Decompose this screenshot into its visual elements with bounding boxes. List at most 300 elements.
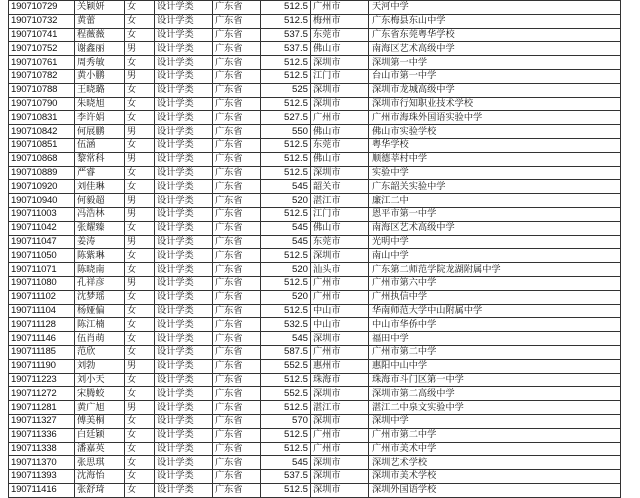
city-cell: 深圳市 bbox=[311, 483, 369, 497]
school-cell: 广州市第二中学 bbox=[369, 345, 621, 359]
gender-cell: 女 bbox=[125, 345, 155, 359]
major-cell: 设计学类 bbox=[155, 304, 213, 318]
city-cell: 惠州市 bbox=[311, 359, 369, 373]
major-cell: 设计学类 bbox=[155, 483, 213, 497]
student-id-cell: 190711338 bbox=[9, 442, 75, 456]
student-id-cell: 190711336 bbox=[9, 428, 75, 442]
major-cell: 设计学类 bbox=[155, 125, 213, 139]
gender-cell: 女 bbox=[125, 387, 155, 401]
school-cell: 深圳市龙城高级中学 bbox=[369, 83, 621, 97]
city-cell: 中山市 bbox=[311, 318, 369, 332]
gender-cell: 女 bbox=[125, 83, 155, 97]
name-cell: 刘小天 bbox=[75, 373, 125, 387]
city-cell: 佛山市 bbox=[311, 152, 369, 166]
student-id-cell: 190710741 bbox=[9, 28, 75, 42]
score-cell: 545 bbox=[261, 456, 311, 470]
name-cell: 白廷颖 bbox=[75, 428, 125, 442]
score-cell: 545 bbox=[261, 332, 311, 346]
name-cell: 严睿 bbox=[75, 166, 125, 180]
school-cell: 惠阳中山中学 bbox=[369, 359, 621, 373]
score-cell: 512.5 bbox=[261, 276, 311, 290]
province-cell: 广东省 bbox=[213, 456, 261, 470]
province-cell: 广东省 bbox=[213, 318, 261, 332]
school-cell: 深圳市美术学校 bbox=[369, 470, 621, 484]
score-cell: 537.5 bbox=[261, 470, 311, 484]
student-id-cell: 190710782 bbox=[9, 69, 75, 83]
score-cell: 537.5 bbox=[261, 28, 311, 42]
table-row bbox=[9, 180, 621, 194]
table-row bbox=[9, 414, 621, 428]
gender-cell: 女 bbox=[125, 373, 155, 387]
table-row bbox=[9, 428, 621, 442]
city-cell: 佛山市 bbox=[311, 42, 369, 56]
table-row bbox=[9, 290, 621, 304]
score-cell: 512.5 bbox=[261, 483, 311, 497]
name-cell: 朱晓旭 bbox=[75, 97, 125, 111]
table-row bbox=[9, 456, 621, 470]
city-cell: 东莞市 bbox=[311, 138, 369, 152]
name-cell: 潘嘉英 bbox=[75, 442, 125, 456]
city-cell: 佛山市 bbox=[311, 125, 369, 139]
gender-cell: 女 bbox=[125, 28, 155, 42]
score-cell: 512.5 bbox=[261, 14, 311, 28]
school-cell: 广州市第六中学 bbox=[369, 276, 621, 290]
school-cell: 佛山市实验学校 bbox=[369, 125, 621, 139]
table-row bbox=[9, 28, 621, 42]
province-cell: 广东省 bbox=[213, 14, 261, 28]
table-row bbox=[9, 304, 621, 318]
major-cell: 设计学类 bbox=[155, 97, 213, 111]
table-row bbox=[9, 111, 621, 125]
gender-cell: 女 bbox=[125, 249, 155, 263]
province-cell: 广东省 bbox=[213, 69, 261, 83]
province-cell: 广东省 bbox=[213, 42, 261, 56]
student-id-cell: 190710831 bbox=[9, 111, 75, 125]
gender-cell: 女 bbox=[125, 442, 155, 456]
table-row bbox=[9, 483, 621, 497]
major-cell: 设计学类 bbox=[155, 414, 213, 428]
table-row bbox=[9, 373, 621, 387]
school-cell: 湛江二中泉文实验中学 bbox=[369, 401, 621, 415]
city-cell: 深圳市 bbox=[311, 456, 369, 470]
gender-cell: 男 bbox=[125, 194, 155, 208]
school-cell: 南海区艺术高级中学 bbox=[369, 221, 621, 235]
major-cell: 设计学类 bbox=[155, 221, 213, 235]
province-cell: 广东省 bbox=[213, 221, 261, 235]
score-cell: 512.5 bbox=[261, 373, 311, 387]
city-cell: 广州市 bbox=[311, 428, 369, 442]
gender-cell: 男 bbox=[125, 69, 155, 83]
score-cell: 587.5 bbox=[261, 345, 311, 359]
major-cell: 设计学类 bbox=[155, 456, 213, 470]
name-cell: 伍涵 bbox=[75, 138, 125, 152]
city-cell: 湛江市 bbox=[311, 194, 369, 208]
name-cell: 孔祥彦 bbox=[75, 276, 125, 290]
city-cell: 深圳市 bbox=[311, 332, 369, 346]
score-cell: 550 bbox=[261, 125, 311, 139]
table-row bbox=[9, 138, 621, 152]
score-cell: 512.5 bbox=[261, 166, 311, 180]
student-id-cell: 190711128 bbox=[9, 318, 75, 332]
table-row bbox=[9, 207, 621, 221]
school-cell: 廉江二中 bbox=[369, 194, 621, 208]
gender-cell: 女 bbox=[125, 332, 155, 346]
table-row bbox=[9, 332, 621, 346]
school-cell: 广东梅县东山中学 bbox=[369, 14, 621, 28]
student-id-cell: 190711071 bbox=[9, 263, 75, 277]
name-cell: 黄蕾 bbox=[75, 14, 125, 28]
table-row bbox=[9, 276, 621, 290]
name-cell: 程薇薇 bbox=[75, 28, 125, 42]
score-cell: 527.5 bbox=[261, 111, 311, 125]
student-id-cell: 190711281 bbox=[9, 401, 75, 415]
city-cell: 深圳市 bbox=[311, 83, 369, 97]
gender-cell: 男 bbox=[125, 276, 155, 290]
student-id-cell: 190711047 bbox=[9, 235, 75, 249]
table-row bbox=[9, 249, 621, 263]
score-cell: 512.5 bbox=[261, 207, 311, 221]
score-cell: 520 bbox=[261, 263, 311, 277]
gender-cell: 男 bbox=[125, 125, 155, 139]
student-id-cell: 190711003 bbox=[9, 207, 75, 221]
name-cell: 李许娟 bbox=[75, 111, 125, 125]
school-cell: 广东韶关实验中学 bbox=[369, 180, 621, 194]
province-cell: 广东省 bbox=[213, 97, 261, 111]
gender-cell: 女 bbox=[125, 180, 155, 194]
name-cell: 沈海怡 bbox=[75, 470, 125, 484]
major-cell: 设计学类 bbox=[155, 1, 213, 15]
student-id-cell: 190711272 bbox=[9, 387, 75, 401]
student-id-cell: 190710889 bbox=[9, 166, 75, 180]
gender-cell: 男 bbox=[125, 42, 155, 56]
province-cell: 广东省 bbox=[213, 345, 261, 359]
school-cell: 华南师范大学中山附属中学 bbox=[369, 304, 621, 318]
school-cell: 光明中学 bbox=[369, 235, 621, 249]
province-cell: 广东省 bbox=[213, 483, 261, 497]
score-cell: 512.5 bbox=[261, 56, 311, 70]
major-cell: 设计学类 bbox=[155, 152, 213, 166]
student-id-cell: 190711102 bbox=[9, 290, 75, 304]
score-cell: 512.5 bbox=[261, 401, 311, 415]
school-cell: 广州市海珠外国语实验中学 bbox=[369, 111, 621, 125]
score-cell: 520 bbox=[261, 194, 311, 208]
gender-cell: 女 bbox=[125, 470, 155, 484]
score-cell: 552.5 bbox=[261, 387, 311, 401]
table-row bbox=[9, 14, 621, 28]
province-cell: 广东省 bbox=[213, 125, 261, 139]
province-cell: 广东省 bbox=[213, 138, 261, 152]
name-cell: 张思琪 bbox=[75, 456, 125, 470]
major-cell: 设计学类 bbox=[155, 42, 213, 56]
gender-cell: 男 bbox=[125, 359, 155, 373]
gender-cell: 女 bbox=[125, 304, 155, 318]
student-id-cell: 190711370 bbox=[9, 456, 75, 470]
province-cell: 广东省 bbox=[213, 290, 261, 304]
student-id-cell: 190711416 bbox=[9, 483, 75, 497]
score-cell: 512.5 bbox=[261, 428, 311, 442]
school-cell: 恩平市第一中学 bbox=[369, 207, 621, 221]
major-cell: 设计学类 bbox=[155, 290, 213, 304]
score-cell: 545 bbox=[261, 180, 311, 194]
school-cell: 顺德莘村中学 bbox=[369, 152, 621, 166]
city-cell: 深圳市 bbox=[311, 97, 369, 111]
school-cell: 广州市美术中学 bbox=[369, 442, 621, 456]
school-cell: 珠海市斗门区第一中学 bbox=[369, 373, 621, 387]
score-cell: 525 bbox=[261, 83, 311, 97]
student-id-cell: 190710788 bbox=[9, 83, 75, 97]
gender-cell: 女 bbox=[125, 263, 155, 277]
school-cell: 台山市第一中学 bbox=[369, 69, 621, 83]
score-cell: 532.5 bbox=[261, 318, 311, 332]
province-cell: 广东省 bbox=[213, 83, 261, 97]
city-cell: 佛山市 bbox=[311, 221, 369, 235]
province-cell: 广东省 bbox=[213, 359, 261, 373]
city-cell: 深圳市 bbox=[311, 470, 369, 484]
gender-cell: 女 bbox=[125, 111, 155, 125]
gender-cell: 女 bbox=[125, 56, 155, 70]
city-cell: 广州市 bbox=[311, 345, 369, 359]
name-cell: 谢鑫丽 bbox=[75, 42, 125, 56]
gender-cell: 男 bbox=[125, 207, 155, 221]
student-id-cell: 190710729 bbox=[9, 1, 75, 15]
province-cell: 广东省 bbox=[213, 373, 261, 387]
gender-cell: 女 bbox=[125, 166, 155, 180]
gender-cell: 女 bbox=[125, 414, 155, 428]
city-cell: 广州市 bbox=[311, 276, 369, 290]
table-row bbox=[9, 235, 621, 249]
table-body bbox=[9, 1, 621, 498]
name-cell: 陈紫琳 bbox=[75, 249, 125, 263]
city-cell: 东莞市 bbox=[311, 235, 369, 249]
city-cell: 中山市 bbox=[311, 304, 369, 318]
gender-cell: 女 bbox=[125, 138, 155, 152]
city-cell: 深圳市 bbox=[311, 387, 369, 401]
gender-cell: 女 bbox=[125, 290, 155, 304]
student-id-cell: 190710790 bbox=[9, 97, 75, 111]
school-cell: 南海区艺术高级中学 bbox=[369, 42, 621, 56]
city-cell: 东莞市 bbox=[311, 28, 369, 42]
province-cell: 广东省 bbox=[213, 304, 261, 318]
city-cell: 深圳市 bbox=[311, 414, 369, 428]
school-cell: 深圳艺术学校 bbox=[369, 456, 621, 470]
city-cell: 广州市 bbox=[311, 290, 369, 304]
city-cell: 江门市 bbox=[311, 69, 369, 83]
name-cell: 杨娅偏 bbox=[75, 304, 125, 318]
student-id-cell: 190711393 bbox=[9, 470, 75, 484]
gender-cell: 女 bbox=[125, 428, 155, 442]
table-row bbox=[9, 69, 621, 83]
major-cell: 设计学类 bbox=[155, 263, 213, 277]
city-cell: 广州市 bbox=[311, 442, 369, 456]
score-cell: 512.5 bbox=[261, 152, 311, 166]
city-cell: 广州市 bbox=[311, 1, 369, 15]
gender-cell: 女 bbox=[125, 221, 155, 235]
name-cell: 姜涛 bbox=[75, 235, 125, 249]
name-cell: 陈晓南 bbox=[75, 263, 125, 277]
gender-cell: 女 bbox=[125, 456, 155, 470]
student-id-cell: 190711080 bbox=[9, 276, 75, 290]
score-cell: 512.5 bbox=[261, 138, 311, 152]
province-cell: 广东省 bbox=[213, 276, 261, 290]
school-cell: 南山中学 bbox=[369, 249, 621, 263]
major-cell: 设计学类 bbox=[155, 470, 213, 484]
student-id-cell: 190711185 bbox=[9, 345, 75, 359]
school-cell: 广东省东莞粤华学校 bbox=[369, 28, 621, 42]
score-cell: 570 bbox=[261, 414, 311, 428]
table-row bbox=[9, 401, 621, 415]
table-row bbox=[9, 345, 621, 359]
gender-cell: 女 bbox=[125, 1, 155, 15]
student-id-cell: 190711104 bbox=[9, 304, 75, 318]
city-cell: 广州市 bbox=[311, 111, 369, 125]
name-cell: 沈梦瑶 bbox=[75, 290, 125, 304]
province-cell: 广东省 bbox=[213, 249, 261, 263]
province-cell: 广东省 bbox=[213, 166, 261, 180]
major-cell: 设计学类 bbox=[155, 401, 213, 415]
name-cell: 宋腾蛟 bbox=[75, 387, 125, 401]
school-cell: 广州执信中学 bbox=[369, 290, 621, 304]
province-cell: 广东省 bbox=[213, 111, 261, 125]
score-cell: 512.5 bbox=[261, 97, 311, 111]
major-cell: 设计学类 bbox=[155, 138, 213, 152]
table-row bbox=[9, 318, 621, 332]
table-row bbox=[9, 194, 621, 208]
score-cell: 552.5 bbox=[261, 359, 311, 373]
major-cell: 设计学类 bbox=[155, 111, 213, 125]
province-cell: 广东省 bbox=[213, 428, 261, 442]
name-cell: 黄广旭 bbox=[75, 401, 125, 415]
school-cell: 中山市华侨中学 bbox=[369, 318, 621, 332]
school-cell: 实验中学 bbox=[369, 166, 621, 180]
province-cell: 广东省 bbox=[213, 263, 261, 277]
score-cell: 512.5 bbox=[261, 442, 311, 456]
name-cell: 傅美桐 bbox=[75, 414, 125, 428]
table-row bbox=[9, 387, 621, 401]
student-id-cell: 190711223 bbox=[9, 373, 75, 387]
name-cell: 何展鹏 bbox=[75, 125, 125, 139]
name-cell: 黄小鹏 bbox=[75, 69, 125, 83]
name-cell: 张舒琦 bbox=[75, 483, 125, 497]
name-cell: 张耀臻 bbox=[75, 221, 125, 235]
province-cell: 广东省 bbox=[213, 470, 261, 484]
school-cell: 深圳外国语学校 bbox=[369, 483, 621, 497]
student-id-cell: 190711190 bbox=[9, 359, 75, 373]
province-cell: 广东省 bbox=[213, 152, 261, 166]
table-row bbox=[9, 166, 621, 180]
major-cell: 设计学类 bbox=[155, 69, 213, 83]
student-id-cell: 190710842 bbox=[9, 125, 75, 139]
city-cell: 深圳市 bbox=[311, 166, 369, 180]
score-cell: 512.5 bbox=[261, 1, 311, 15]
score-cell: 520 bbox=[261, 290, 311, 304]
city-cell: 深圳市 bbox=[311, 249, 369, 263]
major-cell: 设计学类 bbox=[155, 345, 213, 359]
table-row bbox=[9, 442, 621, 456]
student-id-cell: 190710920 bbox=[9, 180, 75, 194]
province-cell: 广东省 bbox=[213, 235, 261, 249]
province-cell: 广东省 bbox=[213, 442, 261, 456]
student-id-cell: 190711050 bbox=[9, 249, 75, 263]
province-cell: 广东省 bbox=[213, 401, 261, 415]
school-cell: 深圳市第二高级中学 bbox=[369, 387, 621, 401]
table-row bbox=[9, 221, 621, 235]
table-row bbox=[9, 83, 621, 97]
city-cell: 珠海市 bbox=[311, 373, 369, 387]
city-cell: 深圳市 bbox=[311, 56, 369, 70]
province-cell: 广东省 bbox=[213, 387, 261, 401]
major-cell: 设计学类 bbox=[155, 373, 213, 387]
major-cell: 设计学类 bbox=[155, 276, 213, 290]
major-cell: 设计学类 bbox=[155, 56, 213, 70]
province-cell: 广东省 bbox=[213, 56, 261, 70]
province-cell: 广东省 bbox=[213, 180, 261, 194]
name-cell: 陈江楠 bbox=[75, 318, 125, 332]
name-cell: 刘佳琳 bbox=[75, 180, 125, 194]
gender-cell: 女 bbox=[125, 483, 155, 497]
table-row bbox=[9, 125, 621, 139]
school-cell: 深圳第一中学 bbox=[369, 56, 621, 70]
province-cell: 广东省 bbox=[213, 414, 261, 428]
major-cell: 设计学类 bbox=[155, 166, 213, 180]
major-cell: 设计学类 bbox=[155, 249, 213, 263]
city-cell: 韶关市 bbox=[311, 180, 369, 194]
name-cell: 冯浩林 bbox=[75, 207, 125, 221]
name-cell: 王晓璐 bbox=[75, 83, 125, 97]
table-row bbox=[9, 56, 621, 70]
name-cell: 伍肖萌 bbox=[75, 332, 125, 346]
school-cell: 粤华学校 bbox=[369, 138, 621, 152]
city-cell: 汕头市 bbox=[311, 263, 369, 277]
name-cell: 刘勃 bbox=[75, 359, 125, 373]
table-row bbox=[9, 97, 621, 111]
score-cell: 537.5 bbox=[261, 42, 311, 56]
score-cell: 545 bbox=[261, 221, 311, 235]
student-id-cell: 190711327 bbox=[9, 414, 75, 428]
major-cell: 设计学类 bbox=[155, 442, 213, 456]
table-row bbox=[9, 152, 621, 166]
name-cell: 黎常科 bbox=[75, 152, 125, 166]
name-cell: 关颖妍 bbox=[75, 1, 125, 15]
table-row bbox=[9, 263, 621, 277]
province-cell: 广东省 bbox=[213, 207, 261, 221]
major-cell: 设计学类 bbox=[155, 194, 213, 208]
student-id-cell: 190711146 bbox=[9, 332, 75, 346]
school-cell: 天河中学 bbox=[369, 1, 621, 15]
student-id-cell: 190710732 bbox=[9, 14, 75, 28]
score-cell: 512.5 bbox=[261, 304, 311, 318]
major-cell: 设计学类 bbox=[155, 14, 213, 28]
table-row bbox=[9, 470, 621, 484]
major-cell: 设计学类 bbox=[155, 332, 213, 346]
admission-table bbox=[8, 0, 621, 498]
table-row bbox=[9, 359, 621, 373]
score-cell: 545 bbox=[261, 235, 311, 249]
gender-cell: 女 bbox=[125, 97, 155, 111]
major-cell: 设计学类 bbox=[155, 387, 213, 401]
name-cell: 范欣 bbox=[75, 345, 125, 359]
gender-cell: 女 bbox=[125, 14, 155, 28]
student-id-cell: 190710940 bbox=[9, 194, 75, 208]
province-cell: 广东省 bbox=[213, 194, 261, 208]
school-cell: 广州市第二中学 bbox=[369, 428, 621, 442]
city-cell: 湛江市 bbox=[311, 401, 369, 415]
major-cell: 设计学类 bbox=[155, 83, 213, 97]
gender-cell: 男 bbox=[125, 401, 155, 415]
school-cell: 福田中学 bbox=[369, 332, 621, 346]
province-cell: 广东省 bbox=[213, 332, 261, 346]
school-cell: 深圳市行知职业技术学校 bbox=[369, 97, 621, 111]
major-cell: 设计学类 bbox=[155, 207, 213, 221]
